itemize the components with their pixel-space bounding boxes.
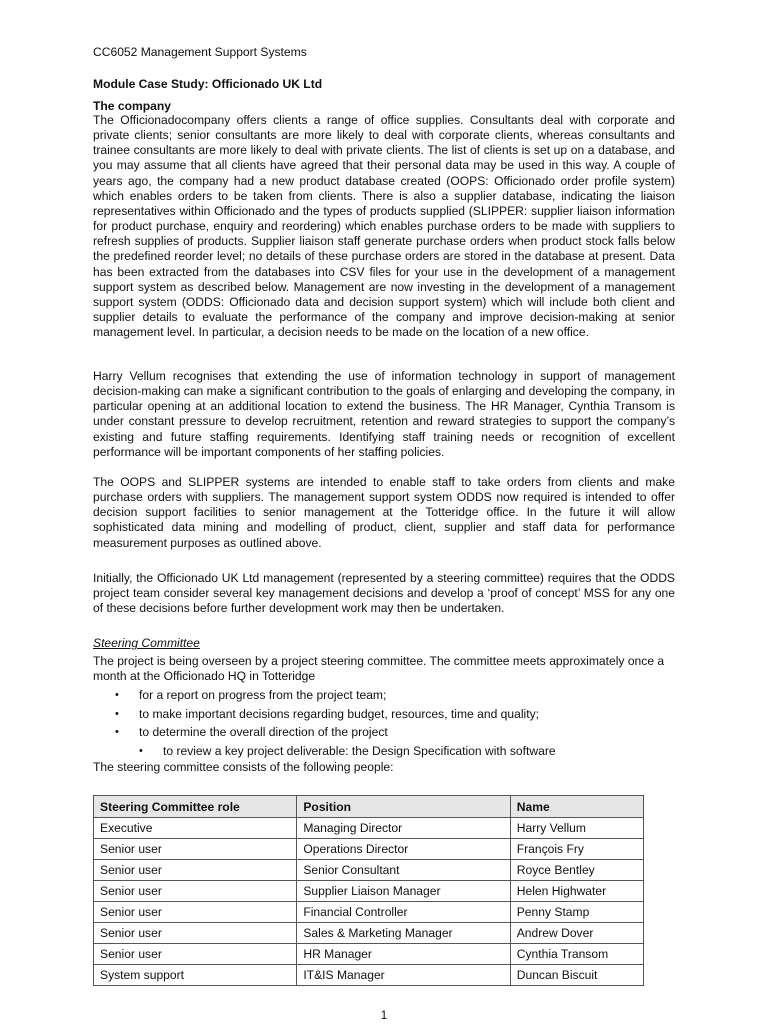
- page-number: 1: [380, 1008, 388, 1022]
- company-heading: The company: [93, 99, 171, 113]
- cell-position: HR Manager: [297, 944, 510, 965]
- steering-committee-heading: Steering Committee: [93, 636, 200, 650]
- table-header-position: Position: [297, 796, 510, 818]
- table-row: [94, 902, 644, 923]
- cell-position: Supplier Liaison Manager: [297, 881, 510, 902]
- steering-bullet-list: [93, 686, 675, 760]
- table-row: [94, 818, 644, 839]
- table-row: [94, 860, 644, 881]
- case-study-title: Module Case Study: Officionado UK Ltd: [93, 77, 323, 91]
- table-row: [94, 965, 644, 986]
- cell-position: Sales & Marketing Manager: [297, 923, 510, 944]
- cell-name: Duncan Biscuit: [510, 965, 643, 986]
- cell-position: Managing Director: [297, 818, 510, 839]
- table-row: [94, 923, 644, 944]
- cell-role: Senior user: [94, 902, 297, 923]
- table-header-role: Steering Committee role: [94, 796, 297, 818]
- table-row: [94, 944, 644, 965]
- cell-name: Penny Stamp: [510, 902, 643, 923]
- cell-name: Helen Highwater: [510, 881, 643, 902]
- cell-role: Senior user: [94, 860, 297, 881]
- bullet-item: • for a report on progress from the project team;: [93, 686, 675, 705]
- cell-name: Cynthia Transom: [510, 944, 643, 965]
- cell-name: Royce Bentley: [510, 860, 643, 881]
- cell-role: Senior user: [94, 839, 297, 860]
- bullet-item: • to determine the overall direction of the project: [93, 723, 675, 742]
- table-row: [94, 839, 644, 860]
- cell-position: Senior Consultant: [297, 860, 510, 881]
- cell-name: François Fry: [510, 839, 643, 860]
- cell-position: Financial Controller: [297, 902, 510, 923]
- bullet-item: • to make important decisions regarding budget, resources, time and quality;: [93, 705, 675, 724]
- cell-role: Senior user: [94, 881, 297, 902]
- steering-closing: The steering committee consists of the following people:: [93, 760, 394, 774]
- table-header-row: [94, 796, 644, 818]
- company-paragraph-1: The Officionadocompany offers clients a range of office supplies. Consultants deal with corporate and private clients; senior consultants are more likely to deal with corporate clients, whereas consultants and trainee consultants are more likely to deal with private clients. The list of clients is set up on a database, and you may assume that all clients have agreed that their personal data may be used in this way. A couple of years ago, the company had a new product database created (OOPS: Officionado order profile system) which enables orders to be taken from clients. There is also a supplier database, indicating the liaison representatives within Officionado and the types of products supplied (SLIPPER: supplier liaison information for product purchase, enquiry and reordering) which enables purchase orders to be made with suppliers to refresh supplies of products. Supplier liaison staff generate purchase orders when product stock falls below the predefined reorder level; no details of these purchase orders are stored in the database at present. Data has been extracted from the databases into CSV files for your use in the development of a management support system as described below. Management are now investing in the development of a management support system (ODDS: Officionado data and decision support system) which will include both client and supplier details to evaluate the performance of the company and improve decision-making at senior management level. In particular, a decision needs to be made on the location of a new office.: [93, 113, 675, 340]
- table-header-name: Name: [510, 796, 643, 818]
- cell-position: Operations Director: [297, 839, 510, 860]
- cell-role: System support: [94, 965, 297, 986]
- table-row: [94, 881, 644, 902]
- cell-name: Harry Vellum: [510, 818, 643, 839]
- cell-role: Senior user: [94, 923, 297, 944]
- steering-intro: The project is being overseen by a project steering committee. The committee meets approximately once a month at the Officionado HQ in Totteridge: [93, 654, 665, 684]
- course-title: CC6052 Management Support Systems: [93, 45, 307, 59]
- cell-role: Senior user: [94, 944, 297, 965]
- company-paragraph-4: Initially, the Officionado UK Ltd management (represented by a steering committee) requires that the ODDS project team consider several key management decisions and develop a ‘proof of concept’ MSS for any one of these decisions before further development work may then be undertaken.: [93, 571, 675, 616]
- cell-role: Executive: [94, 818, 297, 839]
- cell-position: IT&IS Manager: [297, 965, 510, 986]
- steering-committee-table: [93, 795, 644, 986]
- company-paragraph-3: The OOPS and SLIPPER systems are intended to enable staff to take orders from clients and make purchase orders with suppliers. The management support system ODDS now required is intended to offer decision support facilities to senior management at the Totteridge office. In the future it will allow sophisticated data mining and modelling of product, client, supplier and staff data for performance measurement purposes as outlined above.: [93, 475, 675, 550]
- cell-name: Andrew Dover: [510, 923, 643, 944]
- company-paragraph-2: Harry Vellum recognises that extending the use of information technology in support of management decision-making can make a significant contribution to the goals of enlarging and developing the company, in particular opening at an additional location to extend the business. The HR Manager, Cynthia Transom is under constant pressure to develop recruitment, retention and reward strategies to support the company’s existing and future staffing requirements. Identifying staff training needs or recognition of excellent performance will be important components of her staffing policies.: [93, 369, 675, 459]
- sub-bullet-item: • to review a key project deliverable: the Design Specification with software: [93, 742, 675, 761]
